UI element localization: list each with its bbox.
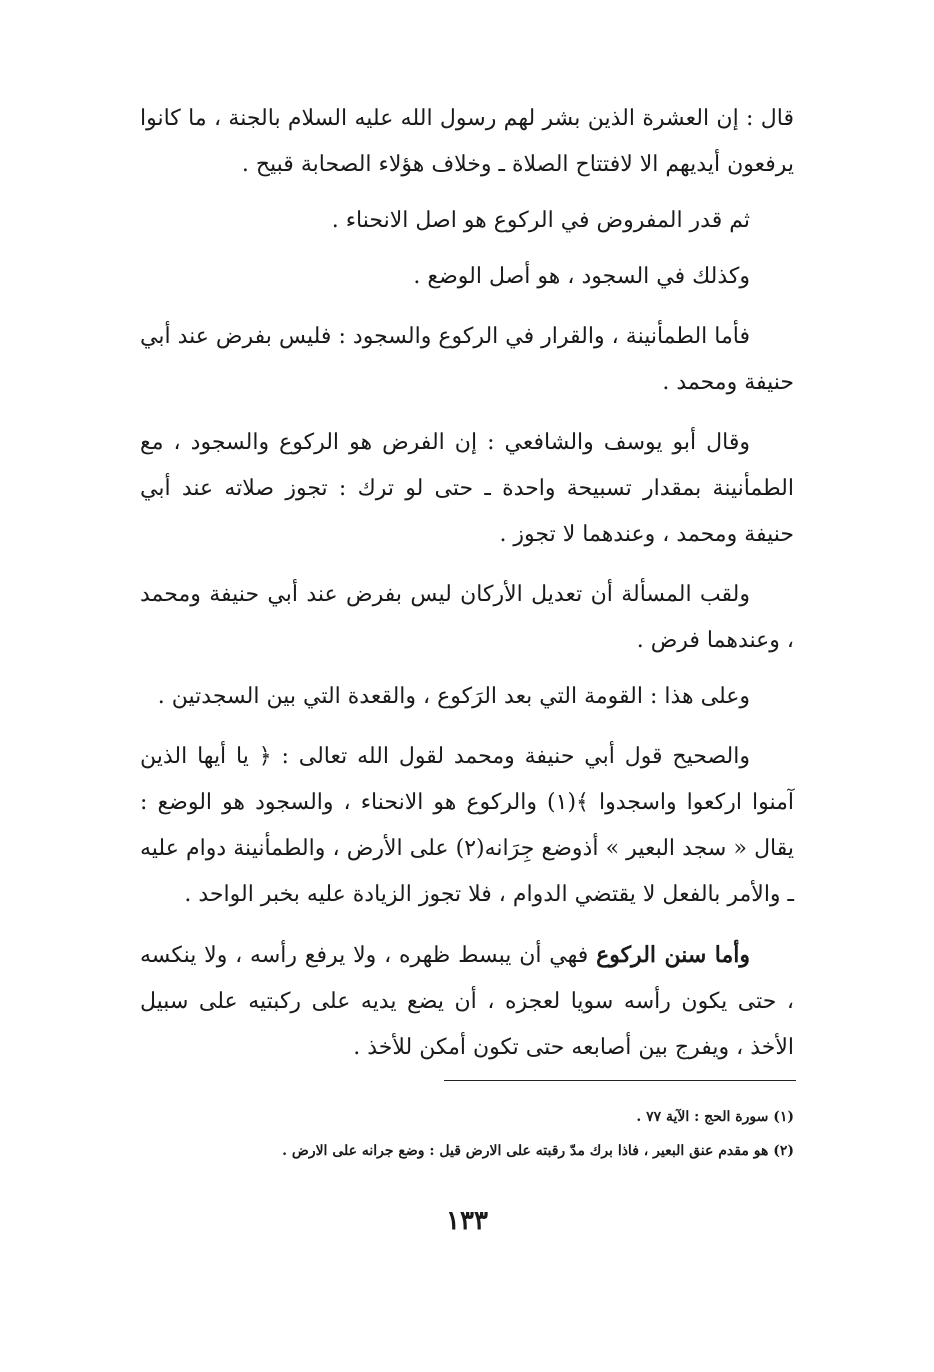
paragraph-7: وعلى هذا : القومة التي بعد الرَكوع ، والقعدة التي بين السجدتين . bbox=[157, 684, 750, 709]
footnote-2: (٢) هو مقدم عنق البعير ، فاذا برك مدّ رقبته على الارض قيل : وضع جرانه على الارض . bbox=[282, 1143, 794, 1159]
main-text bbox=[140, 96, 794, 1081]
paragraph-2: ثم قدر المفروض في الركوع هو اصل الانحناء . bbox=[331, 208, 750, 233]
paragraph-5: وقال أبو يوسف والشافعي : إن الفرض هو الركوع والسجود ، مع الطمأنينة بمقدار تسبيحة واحدة ـ حتى لو ترك : تجوز صلاته عند أبي حنيفة ومحمد ، وعندهما لا تجوز . bbox=[140, 430, 794, 547]
paragraph-4: فأما الطمأنينة ، والقرار في الركوع والسجود : فليس بفرض عند أبي حنيفة ومحمد . bbox=[140, 324, 794, 395]
section-heading-inline: وأما سنن الركوع bbox=[596, 942, 751, 968]
footnote-1: (١) سورة الحج : الآية ٧٧ . bbox=[636, 1109, 794, 1125]
paragraph-8: والصحيح قول أبي حنيفة ومحمد لقول الله تعالى : ﴿ يا أيها الذين آمنوا اركعوا واسجدوا ﴾(١) والركوع هو الانحناء ، والسجود هو الوضع : يقال « سجد البعير » أذوضع جِرَانه(٢) على الأرض ، والطمأنينة دوام عليه ـ والأمر بالفعل لا يقتضي الدوام ، فلا تجوز الزيادة عليه بخبر الواحد . bbox=[140, 744, 795, 907]
paragraph-9 bbox=[140, 932, 794, 1071]
paragraph-6: ولقب المسألة أن تعديل الأركان ليس بفرض عند أبي حنيفة ومحمد ، وعندهما فرض . bbox=[140, 582, 794, 653]
paragraph-3: وكذلك في السجود ، هو أصل الوضع . bbox=[413, 264, 750, 289]
footnotes bbox=[160, 1100, 794, 1168]
paragraph-1: قال : إن العشرة الذين بشر لهم رسول الله عليه السلام بالجنة ، ما كانوا يرفعون أيديهم الا لافتتاح الصلاة ـ وخلاف هؤلاء الصحابة قبيح . bbox=[140, 106, 794, 177]
paragraph-9-text: فهي أن يبسط ظهره ، ولا يرفع رأسه ، ولا ينكسه ، حتى يكون رأسه سويا لعجزه ، أن يضع يديه على ركبتيه على سبيل الأخذ ، ويفرج بين أصابعه حتى تكون أمكن للأخذ . bbox=[140, 943, 794, 1060]
footnote-separator bbox=[444, 1080, 796, 1081]
page-number: ١٣٣ bbox=[446, 1206, 488, 1236]
